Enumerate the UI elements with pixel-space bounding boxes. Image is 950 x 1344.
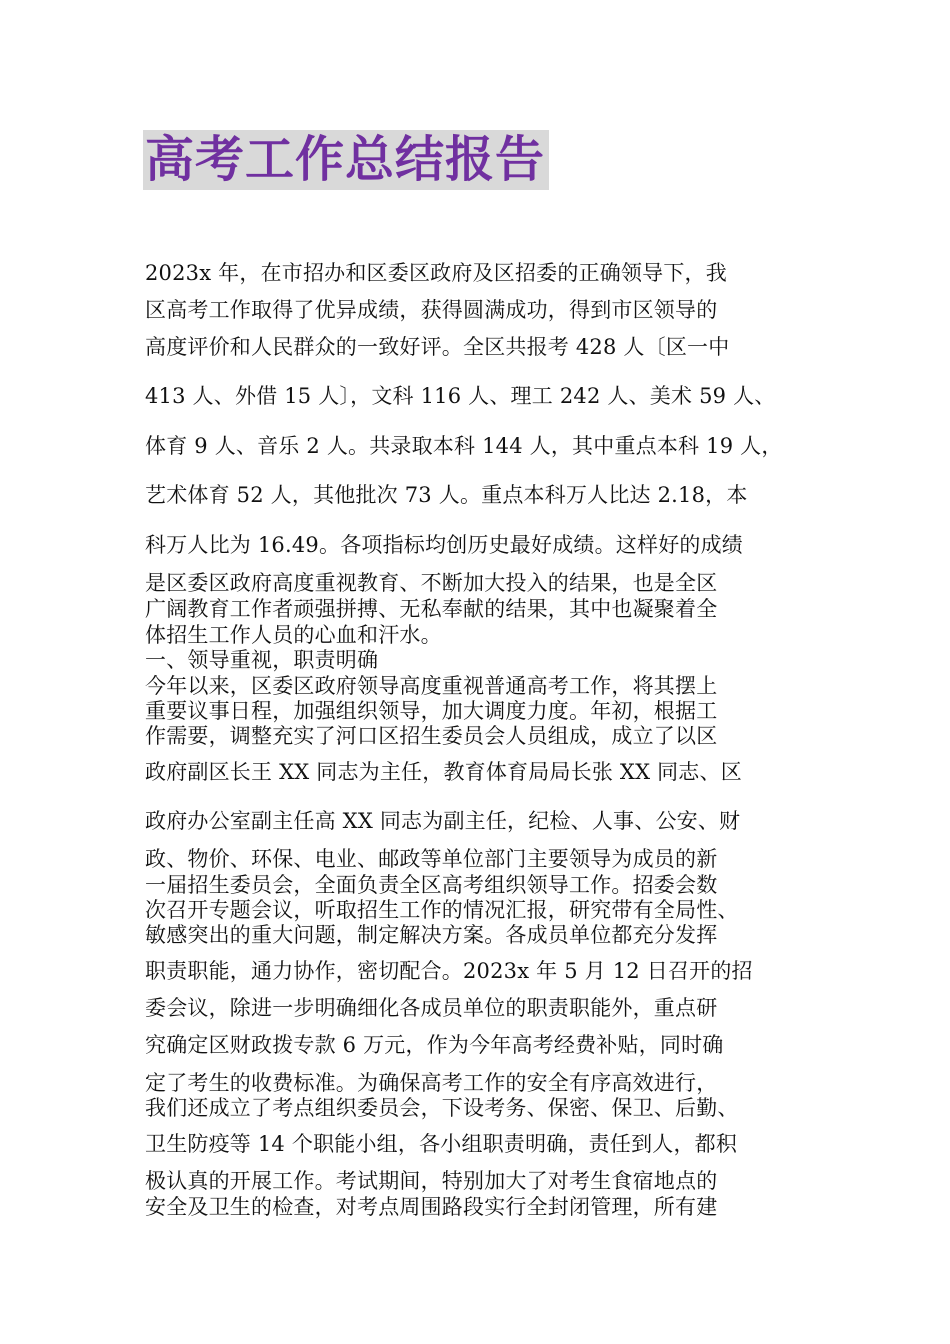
- text-line: 科万人比为 16.49。各项指标均创历史最好成绩。这样好的成绩: [145, 533, 743, 557]
- text-line: 体育 9 人、音乐 2 人。共录取本科 144 人，其中重点本科 19 人，: [145, 434, 783, 458]
- text-line: 究确定区财政拨专款 6 万元，作为今年高考经费补贴，同时确: [145, 1033, 724, 1057]
- text-line: 委会议，除进一步明确细化各成员单位的职责职能外，重点研: [145, 996, 718, 1020]
- text-line: 职责职能，通力协作，密切配合。2023x 年 5 月 12 日召开的招: [145, 959, 753, 983]
- text-line: 政、物价、环保、电业、邮政等单位部门主要领导为成员的新: [145, 847, 718, 871]
- text-line: 政府副区长王 XX 同志为主任，教育体育局局长张 XX 同志、区: [145, 760, 742, 784]
- text-line: 次召开专题会议，听取招生工作的情况汇报，研究带有全局性、: [145, 898, 739, 922]
- text-line: 高度评价和人民群众的一致好评。全区共报考 428 人〔区一中: [145, 335, 730, 359]
- text-line: 安全及卫生的检查，对考点周围路段实行全封闭管理，所有建: [145, 1195, 718, 1219]
- text-line: 413 人、外借 15 人〕，文科 116 人、理工 242 人、美术 59 人、: [145, 384, 776, 408]
- text-line: 艺术体育 52 人，其他批次 73 人。重点本科万人比达 2.18，本: [145, 483, 748, 507]
- section-heading: 一、领导重视，职责明确: [145, 648, 379, 672]
- text-line: 区高考工作取得了优异成绩，获得圆满成功，得到市区领导的: [145, 298, 718, 322]
- text-line: 定了考生的收费标准。为确保高考工作的安全有序高效进行，: [145, 1071, 718, 1095]
- text-line: 一届招生委员会，全面负责全区高考组织领导工作。招委会数: [145, 873, 718, 897]
- text-line: 政府办公室副主任高 XX 同志为副主任，纪检、人事、公安、财: [145, 809, 741, 833]
- text-line: 我们还成立了考点组织委员会，下设考务、保密、保卫、后勤、: [145, 1096, 739, 1120]
- text-line: 敏感突出的重大问题，制定解决方案。各成员单位都充分发挥: [145, 923, 718, 947]
- text-line: 卫生防疫等 14 个职能小组，各小组职责明确，责任到人，都积: [145, 1132, 738, 1156]
- text-line: 重要议事日程，加强组织领导，加大调度力度。年初，根据工: [145, 699, 718, 723]
- text-line: 极认真的开展工作。考试期间，特别加大了对考生食宿地点的: [145, 1169, 718, 1193]
- text-line: 广阔教育工作者顽强拼搏、无私奉献的结果，其中也凝聚着全: [145, 597, 718, 621]
- title-highlight: [143, 130, 549, 190]
- text-line: 是区委区政府高度重视教育、不断加大投入的结果，也是全区: [145, 571, 718, 595]
- page-title: 高考工作总结报告: [145, 131, 546, 188]
- text-line: 体招生工作人员的心血和汗水。: [145, 623, 442, 647]
- text-line: 2023x 年，在市招办和区委区政府及区招委的正确领导下，我: [145, 261, 727, 285]
- text-line: 作需要，调整充实了河口区招生委员会人员组成，成立了以区: [145, 724, 718, 748]
- text-line: 今年以来，区委区政府领导高度重视普通高考工作，将其摆上: [145, 674, 718, 698]
